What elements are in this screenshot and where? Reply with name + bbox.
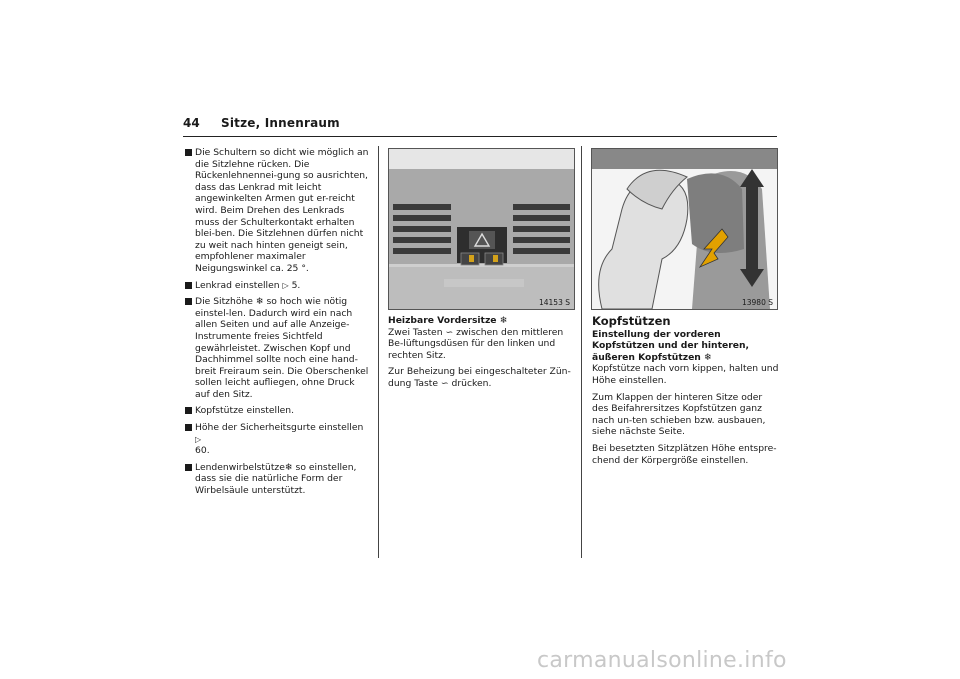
section-heading-text: Heizbare Vordersitze <box>388 315 497 326</box>
snowflake-option-icon: ❄ <box>704 351 712 363</box>
figure-number: 13980 S <box>741 298 773 307</box>
column-3 <box>592 316 780 471</box>
page-title: Sitze, Innenraum <box>221 116 340 130</box>
bullet-text: Höhe der Sicherheitsgurte einstellen <box>195 422 364 434</box>
page-reference: 60. <box>195 445 210 457</box>
paragraph-text: zwischen den mittleren Be-lüftungsdüsen für den linken und rechten Sitz. <box>388 326 564 361</box>
snowflake-option-icon: ❄ <box>499 315 508 326</box>
bullet-item <box>185 462 370 497</box>
figure-headrest-adjustment <box>591 148 778 310</box>
snowflake-option-icon: ❄ <box>255 296 264 308</box>
seat-heater-icon: ∽ <box>440 377 449 389</box>
bullet-item <box>185 280 370 292</box>
bullet-text: so hoch wie nötig einstel-len. Dadurch wird ein nach allen Seiten und auf alle Anzeige-Instrumente freies Sichtfeld gewährleistet. Zwischen Kopf und Dachhimmel sollte noch eine hand-breit Freiraum sein. Die Oberschenkel sollen leicht aufliegen, ohne Druck auf den Sitz. <box>195 296 369 400</box>
bullet-item <box>185 296 370 400</box>
paragraph <box>388 327 576 362</box>
bullet-text: Kopfstütze einstellen. <box>195 405 295 417</box>
column-divider-1 <box>378 146 379 558</box>
bullet-item <box>185 147 370 275</box>
snowflake-option-icon: ❄ <box>284 461 293 473</box>
column-divider-2 <box>581 146 582 558</box>
bullet-text: so einstellen, dass sie die natürliche Form der Wirbelsäule unterstützt. <box>195 461 357 497</box>
watermark: carmanualsonline.info <box>537 648 787 673</box>
arrow-reference-icon: ▷ <box>282 280 289 290</box>
subheading <box>592 329 780 364</box>
bullet-text: Die Schultern so dicht wie möglich an die Sitzlehne rücken. Die Rückenlehnennei-gung so ausrichten, dass das Lenkrad mit leicht angewinkelten Armen gut er-reicht wird. Beim Drehen des Lenkrads muss der Schulterkontakt erhalten blei-ben. Die Sitzlehnen dürfen nicht zu weit nach hinten geneigt sein, empfohlener maximaler Neigungswinkel ca. 25 °. <box>195 147 369 274</box>
bullet-item <box>185 422 370 457</box>
subheading-text: Einstellung der vorderen Kopfstützen und der hinteren, äußeren Kopfstützen <box>592 328 749 363</box>
header-rule <box>183 136 777 137</box>
page-reference: 5. <box>291 279 301 291</box>
bullet-text: Lenkrad einstellen <box>195 279 280 291</box>
section-heading: Kopfstützen <box>592 314 671 328</box>
paragraph-text: Zwei Tasten <box>388 326 443 338</box>
section-heading <box>388 315 576 327</box>
dashboard-illustration <box>389 149 574 309</box>
paragraph <box>388 366 576 389</box>
bullet-text: Die Sitzhöhe <box>195 296 253 308</box>
column-1 <box>185 147 370 502</box>
page-number: 44 <box>183 116 200 130</box>
figure-seat-heater-buttons <box>388 148 575 310</box>
paragraph-text: Zur Beheizung bei eingeschalteter Zün-dung Taste <box>388 366 571 389</box>
seat-heater-icon: ∽ <box>445 326 454 338</box>
bullet-text: Lendenwirbelstütze <box>195 461 285 473</box>
column-2 <box>388 315 576 395</box>
headrest-illustration <box>592 149 777 309</box>
arrow-reference-icon: ▷ <box>195 434 202 444</box>
paragraph: Kopfstütze nach vorn kippen, halten und Höhe einstellen. <box>592 363 779 386</box>
bullet-item <box>185 405 370 417</box>
paragraph-text: drücken. <box>451 377 492 389</box>
figure-number: 14153 S <box>538 298 570 307</box>
paragraph: Zum Klappen der hinteren Sitze oder des Beifahrersitzes Kopfstützen ganz nach un-ten schieben bzw. ausbauen, siehe nächste Seite. <box>592 391 766 438</box>
paragraph: Bei besetzten Sitzplätzen Höhe entspre-chend der Körpergröße einstellen. <box>592 442 777 466</box>
